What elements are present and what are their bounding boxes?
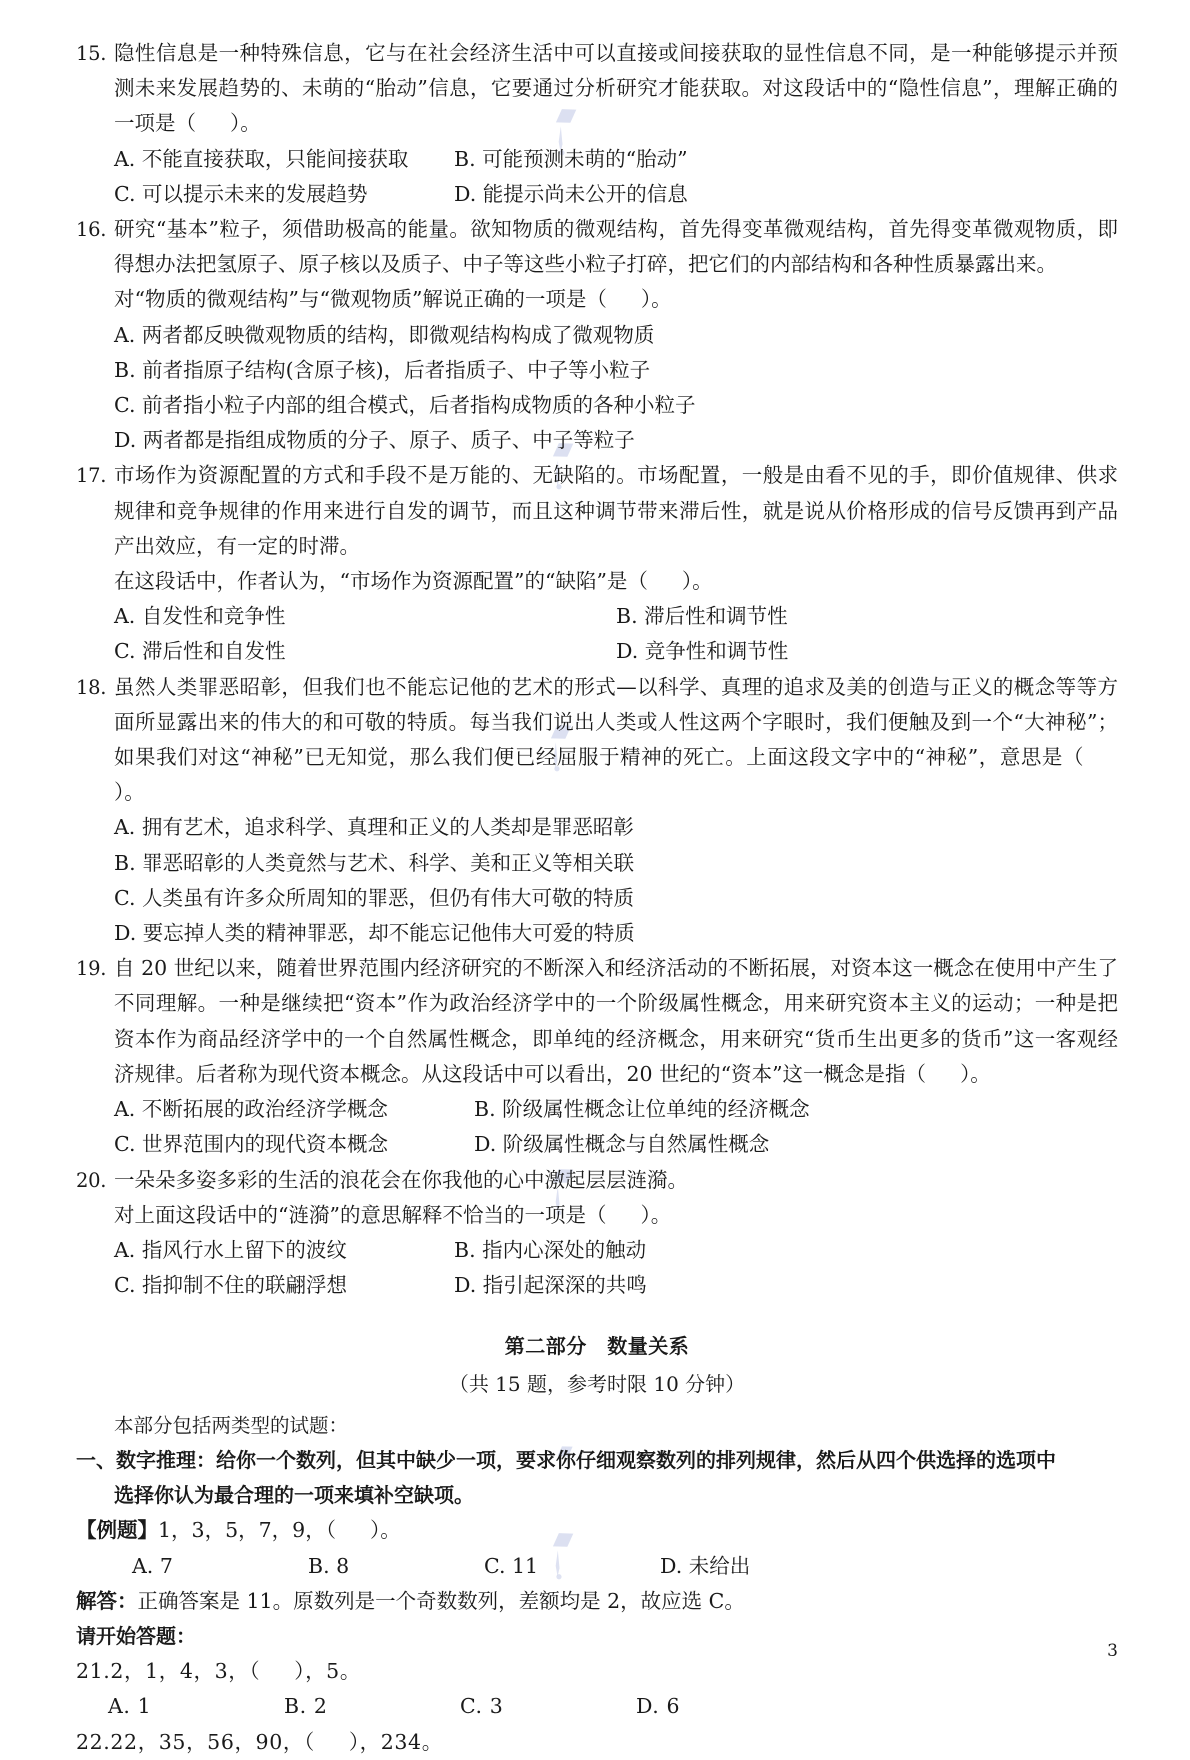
question-21 (76, 1654, 1118, 1689)
question-number: 15. (76, 42, 107, 65)
option-c[interactable]: C. 11 (484, 1553, 539, 1578)
option-a[interactable]: A. 两者都反映微观物质的结构，即微观结构构成了微观物质 (114, 322, 655, 347)
option-b[interactable]: B. 指内心深处的触动 (454, 1237, 647, 1262)
part-two-subtitle: （共 15 题，参考时限 10 分钟） (448, 1371, 746, 1396)
type-one-heading (76, 1443, 1118, 1513)
example-label: 【例题】 (76, 1518, 158, 1543)
question-15 (76, 36, 1118, 212)
question-body (114, 670, 1118, 952)
option-a[interactable]: A. 指风行水上留下的波纹 (114, 1237, 347, 1262)
question-body (114, 36, 1118, 212)
question-22 (76, 1725, 1118, 1760)
option-d[interactable]: D. 竞争性和调节性 (616, 639, 789, 664)
type-one-text-continued: 选择你认为最合理的一项来填补空缺项。 (114, 1483, 474, 1508)
question-prompt: 在这段话中，作者认为，“市场作为资源配置”的“缺陷”是（ ）。 (114, 569, 713, 594)
answer-label: 解答： (76, 1588, 138, 1613)
option-c[interactable]: C. 人类虽有许多众所周知的罪恶，但仍有伟大可敬的特质 (114, 885, 634, 910)
option-c[interactable]: C. 世界范围内的现代资本概念 (114, 1132, 388, 1157)
question-stem: 自 20 世纪以来，随着世界范围内经济研究的不断深入和经济活动的不断拓展，对资本这一概念在使用中产生了不同理解。一种是继续把“资本”作为政治经济学中的一个阶级属性概念，用来研究资本主义的运动；一种是把资本作为商品经济学中的一个自然属性概念，即单纯的经济概念，用来研究“货币生出更多的货币”这一客观经济规律。后者称为现代资本概念。从这段话中可以看出，20 世纪的“资本”这一概念是指（ ）。 (114, 956, 1118, 1086)
question-body (114, 212, 1118, 458)
option-b[interactable]: B. 8 (308, 1553, 350, 1578)
question-number: 21. (76, 1659, 111, 1684)
question-number: 22. (76, 1729, 111, 1754)
option-a[interactable]: A. 7 (132, 1553, 173, 1578)
option-b[interactable]: B. 罪恶昭彰的人类竟然与艺术、科学、美和正义等相关联 (114, 850, 635, 875)
question-number: 20. (76, 1168, 107, 1192)
sequence-tail: ），234。 (348, 1729, 443, 1754)
question-body (114, 951, 1118, 1162)
type-one-text: 给你一个数列，但其中缺少一项，要求你仔细观察数列的排列规律，然后从四个供选择的选项中 (216, 1447, 1056, 1472)
begin-answering-label: 请开始答题： (76, 1623, 196, 1648)
answer-text: 正确答案是 11。原数列是一个奇数数列，差额均是 2，故应选 C。 (137, 1588, 745, 1613)
question-16 (76, 212, 1118, 458)
option-c[interactable]: C. 可以提示未来的发展趋势 (114, 181, 368, 206)
question-body (114, 458, 1118, 669)
question-stem: 隐性信息是一种特殊信息，它与在社会经济生活中可以直接或间接获取的显性信息不同，是一种能够提示并预测未来发展趋势的、未萌的“胎动”信息，它要通过分析研究才能获取。对这段话中的“隐性信息”，理解正确的一项是（ ）。 (114, 41, 1118, 136)
option-d[interactable]: D. 未给出 (660, 1553, 751, 1578)
question-prompt: 对上面这段话中的“涟漪”的意思解释不恰当的一项是（ ）。 (114, 1202, 672, 1227)
option-list (114, 810, 1118, 951)
option-d[interactable]: D. 阶级属性概念与自然属性概念 (474, 1132, 770, 1157)
question-body (114, 1163, 1118, 1304)
option-b[interactable]: B. 2 (284, 1694, 328, 1719)
option-c[interactable]: C. 前者指小粒子内部的组合模式，后者指构成物质的各种小粒子 (114, 393, 696, 418)
option-d[interactable]: D. 能提示尚未公开的信息 (454, 181, 688, 206)
option-a[interactable]: A. 不能直接获取，只能间接获取 (114, 146, 409, 171)
option-d[interactable]: D. 指引起深深的共鸣 (454, 1273, 647, 1298)
example-tail: ）。 (369, 1518, 401, 1543)
part-two-lead-in: 本部分包括两类型的试题： (114, 1413, 349, 1437)
question-20 (76, 1163, 1118, 1304)
number-sequence: 2，1，4，3，（ (110, 1659, 261, 1684)
option-grid (114, 1233, 1118, 1303)
sequence-tail: ），5。 (294, 1659, 361, 1684)
question-stem: 研究“基本”粒子，须借助极高的能量。欲知物质的微观结构，首先得变革微观结构，首先得变革微观物质，即得想办法把氢原子、原子核以及质子、中子等这些小粒子打碎，把它们的内部结构和各种性质暴露出来。 (114, 217, 1118, 277)
question-stem: 市场作为资源配置的方式和手段不是万能的、无缺陷的。市场配置，一般是由看不见的手，即价值规律、供求规律和竞争规律的作用来进行自发的调节，而且这种调节带来滞后性，就是说从价格形成的信号反馈再到产品产出效应，有一定的时滞。 (114, 463, 1118, 558)
option-d[interactable]: D. 6 (636, 1694, 681, 1719)
option-b[interactable]: B. 阶级属性概念让位单纯的经济概念 (474, 1097, 810, 1122)
example-option-row (76, 1549, 1118, 1584)
option-b[interactable]: B. 可能预测未萌的“胎动” (454, 146, 688, 171)
option-d[interactable]: D. 两者都是指组成物质的分子、原子、质子、中子等粒子 (114, 428, 635, 453)
option-grid (114, 142, 1118, 212)
question-number: 18. (76, 675, 107, 699)
example-sequence: 1，3，5，7，9，（ (158, 1518, 336, 1543)
option-a[interactable]: A. 自发性和竞争性 (114, 604, 286, 629)
question-stem: 一朵朵多姿多彩的生活的浪花会在你我他的心中激起层层涟漪。 (114, 1167, 688, 1192)
example-answer (76, 1584, 1118, 1619)
question-19 (76, 951, 1118, 1162)
question-stem: 虽然人类罪恶昭彰，但我们也不能忘记他的艺术的形式—以科学、真理的追求及美的创造与正义的概念等等方面所显露出来的伟大的和可敬的特质。每当我们说出人类或人性这两个字眼时，我们便触及到一个“大神秘”；如果我们对这“神秘”已无知觉，那么我们便已经屈服于精神的死亡。上面这段文字中的“神秘”，意思是（）。 (114, 674, 1118, 805)
question-18 (76, 670, 1118, 952)
question-prompt: 对“物质的微观结构”与“微观物质”解说正确的一项是（ ）。 (114, 287, 672, 312)
question-number: 16. (76, 218, 107, 242)
option-d[interactable]: D. 要忘掉人类的精神罪恶，却不能忘记他伟大可爱的特质 (114, 921, 635, 946)
question-number: 17. (76, 464, 107, 488)
page-number: 3 (1107, 1641, 1118, 1661)
example-question (76, 1513, 1118, 1548)
option-a[interactable]: A. 不断拓展的政治经济学概念 (114, 1097, 388, 1122)
part-two-title: 第二部分 数量关系 (504, 1334, 690, 1359)
type-one-label: 一、数字推理： (76, 1447, 216, 1472)
option-a[interactable]: A. 拥有艺术，追求科学、真理和正义的人类却是罪恶昭彰 (114, 815, 634, 840)
option-grid (114, 1092, 1118, 1162)
question-number: 19. (76, 957, 107, 981)
question-21-option-row (76, 1689, 1118, 1724)
option-a[interactable]: A. 1 (108, 1694, 152, 1719)
option-c[interactable]: C. 指抑制不住的联翩浮想 (114, 1273, 347, 1298)
option-b[interactable]: B. 前者指原子结构(含原子核)，后者指质子、中子等小粒子 (114, 357, 651, 382)
option-c[interactable]: C. 3 (460, 1694, 504, 1719)
number-sequence: 22，35，56，90，（ (110, 1729, 315, 1754)
question-17 (76, 458, 1118, 669)
document-body (76, 36, 1118, 1760)
option-c[interactable]: C. 滞后性和自发性 (114, 639, 286, 664)
option-list (114, 318, 1118, 459)
option-b[interactable]: B. 滞后性和调节性 (616, 604, 788, 629)
option-grid (114, 599, 1118, 669)
